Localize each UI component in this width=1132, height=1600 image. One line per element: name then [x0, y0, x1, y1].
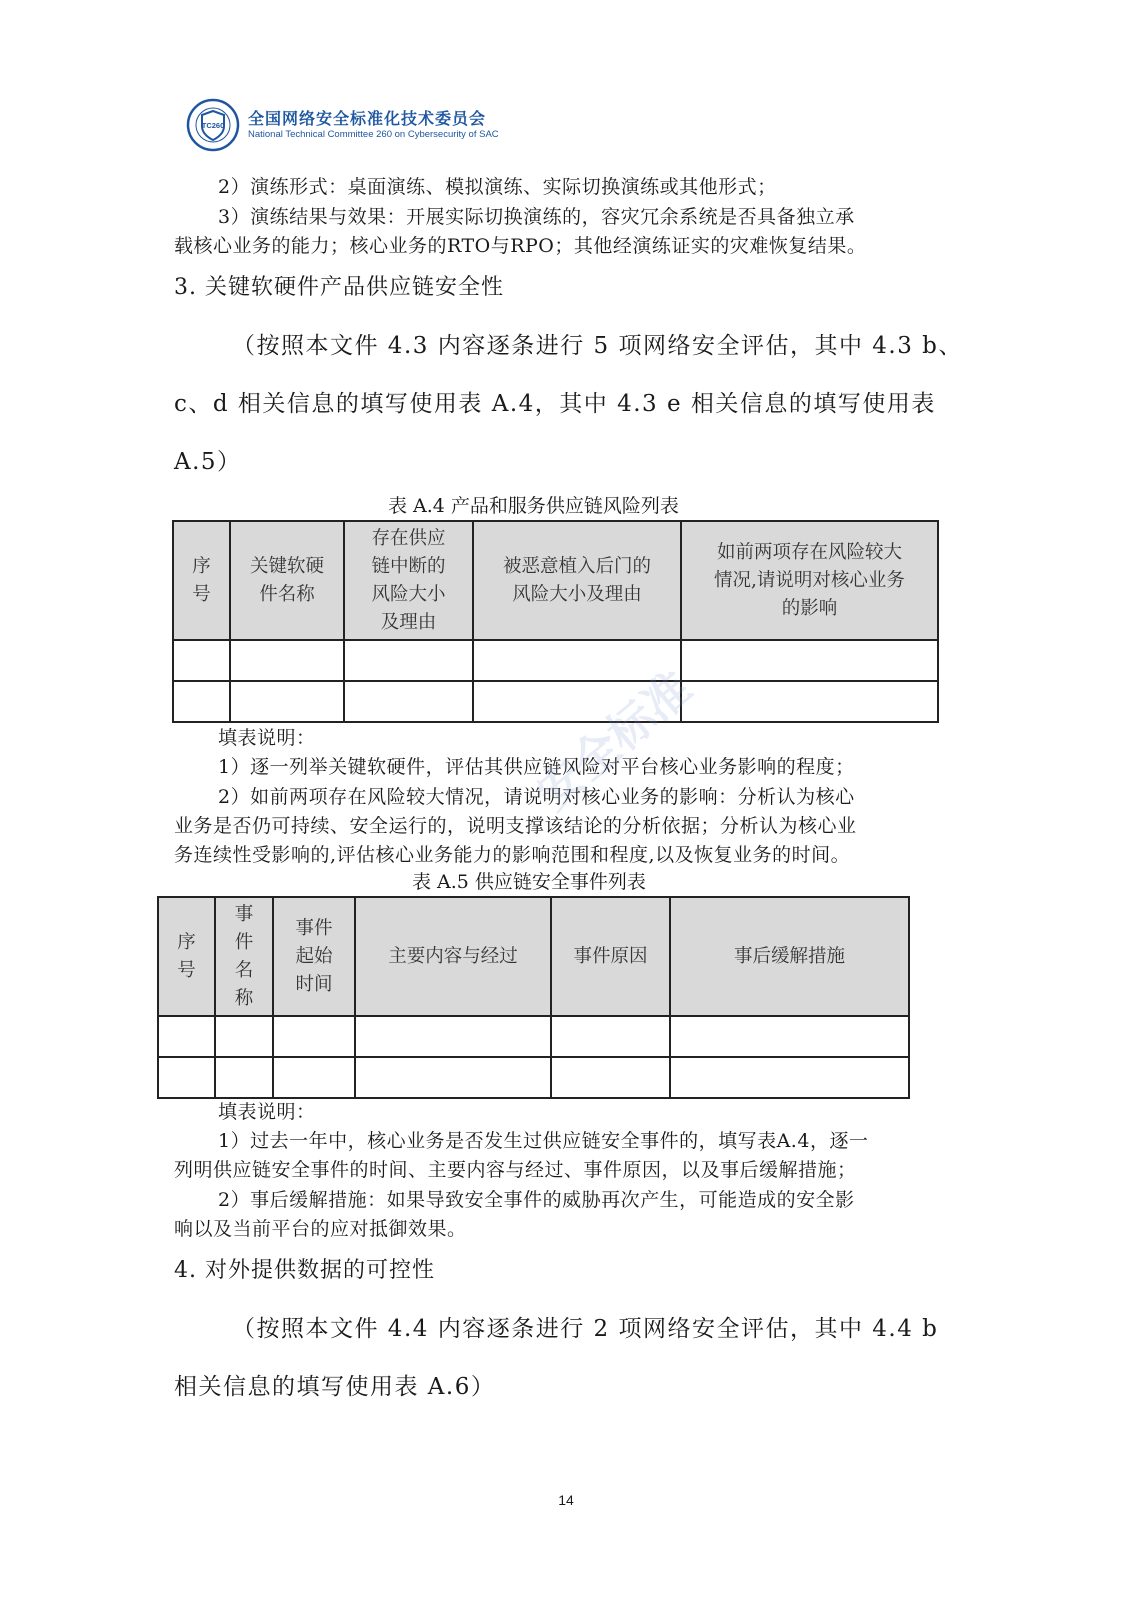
table-cell[interactable] — [273, 1016, 355, 1057]
table-a4 — [172, 520, 939, 723]
table-row — [158, 1016, 909, 1057]
section-4-intro: （按照本文件 4.4 内容逐条进行 2 项网络安全评估，其中 4.4 b — [232, 1316, 939, 1342]
page-number: 14 — [558, 1492, 574, 1508]
table-a5-caption: 表 A.5 供应链安全事件列表 — [412, 871, 646, 893]
table-cell[interactable] — [355, 1016, 551, 1057]
notes-a5-line: 列明供应链安全事件的时间、主要内容与经过、事件原因，以及事后缓解措施； — [174, 1159, 857, 1181]
notes-a5-line: 1）过去一年中，核心业务是否发生过供应链安全事件的，填写表A.4，逐一 — [218, 1130, 869, 1152]
table-a4-caption: 表 A.4 产品和服务供应链风险列表 — [388, 495, 679, 517]
paragraph-line: 载核心业务的能力；核心业务的RTO与RPO；其他经演练证实的灾难恢复结果。 — [174, 235, 867, 257]
table-row — [158, 1057, 909, 1098]
table-cell[interactable] — [230, 681, 344, 722]
table-row — [173, 640, 938, 681]
table-cell[interactable] — [681, 681, 938, 722]
watermark: 安全标准 — [526, 660, 702, 821]
table-header-row — [158, 897, 909, 1016]
org-name — [248, 109, 499, 141]
table-cell[interactable] — [551, 1057, 670, 1098]
header-cell: 序 号 — [158, 897, 215, 1016]
table-a5 — [157, 896, 910, 1099]
org-name-en: National Technical Committee 260 on Cybersecurity of SAC — [248, 129, 499, 140]
header-cell: 事 件 名 称 — [215, 897, 273, 1016]
header-cell: 序 号 — [173, 521, 230, 640]
header-cell: 关键软硬 件名称 — [230, 521, 344, 640]
notes-a4-line: 1）逐一列举关键软硬件，评估其供应链风险对平台核心业务影响的程度； — [218, 756, 855, 778]
table-cell[interactable] — [681, 640, 938, 681]
table-cell[interactable] — [551, 1016, 670, 1057]
header-cell: 主要内容与经过 — [355, 897, 551, 1016]
table-cell[interactable] — [158, 1057, 215, 1098]
notes-a5-title: 填表说明： — [218, 1101, 316, 1123]
table-cell[interactable] — [215, 1057, 273, 1098]
notes-a5-line: 2）事后缓解措施：如果导致安全事件的威胁再次产生，可能造成的安全影 — [218, 1189, 855, 1211]
notes-a4-title: 填表说明： — [218, 727, 316, 749]
notes-a4-line: 业务是否仍可持续、安全运行的，说明支撑该结论的分析依据；分析认为核心业 — [174, 815, 857, 837]
table-cell[interactable] — [173, 640, 230, 681]
table-cell[interactable] — [670, 1016, 909, 1057]
table-header-row — [173, 521, 938, 640]
notes-a5-line: 响以及当前平台的应对抵御效果。 — [174, 1218, 467, 1240]
section-3-intro: （按照本文件 4.3 内容逐条进行 5 项网络安全评估，其中 4.3 b、 — [232, 333, 963, 359]
table-cell[interactable] — [273, 1057, 355, 1098]
header-cell: 被恶意植入后门的 风险大小及理由 — [473, 521, 681, 640]
table-cell[interactable] — [230, 640, 344, 681]
paragraph-line: 3）演练结果与效果：开展实际切换演练的，容灾冗余系统是否具备独立承 — [218, 206, 855, 228]
header-cell: 事件 起始 时间 — [273, 897, 355, 1016]
table-cell[interactable] — [215, 1016, 273, 1057]
table-cell[interactable] — [158, 1016, 215, 1057]
section-3-intro: A.5） — [174, 449, 242, 475]
section-4-title: 4. 对外提供数据的可控性 — [174, 1258, 435, 1283]
table-row — [173, 681, 938, 722]
tc260-logo — [186, 98, 240, 152]
table-cell[interactable] — [173, 681, 230, 722]
header-cell: 事件原因 — [551, 897, 670, 1016]
section-4-intro: 相关信息的填写使用表 A.6） — [174, 1374, 496, 1400]
notes-a4-line: 2）如前两项存在风险较大情况，请说明对核心业务的影响：分析认为核心 — [218, 786, 855, 808]
org-name-cn: 全国网络安全标准化技术委员会 — [248, 109, 487, 128]
section-3-intro: c、d 相关信息的填写使用表 A.4，其中 4.3 e 相关信息的填写使用表 — [174, 391, 936, 417]
table-cell[interactable] — [344, 681, 473, 722]
table-cell[interactable] — [670, 1057, 909, 1098]
paragraph-line: 2）演练形式：桌面演练、模拟演练、实际切换演练或其他形式； — [218, 176, 777, 198]
table-cell[interactable] — [355, 1057, 551, 1098]
header-cell: 存在供应 链中断的 风险大小 及理由 — [344, 521, 473, 640]
header-cell: 事后缓解措施 — [670, 897, 909, 1016]
notes-a4-line: 务连续性受影响的,评估核心业务能力的影响范围和程度,以及恢复业务的时间。 — [174, 844, 851, 866]
header — [186, 98, 499, 152]
section-3-title: 3. 关键软硬件产品供应链安全性 — [174, 275, 504, 300]
table-cell[interactable] — [344, 640, 473, 681]
svg-text:TC260: TC260 — [201, 121, 225, 130]
header-cell: 如前两项存在风险较大 情况,请说明对核心业务 的影响 — [681, 521, 938, 640]
